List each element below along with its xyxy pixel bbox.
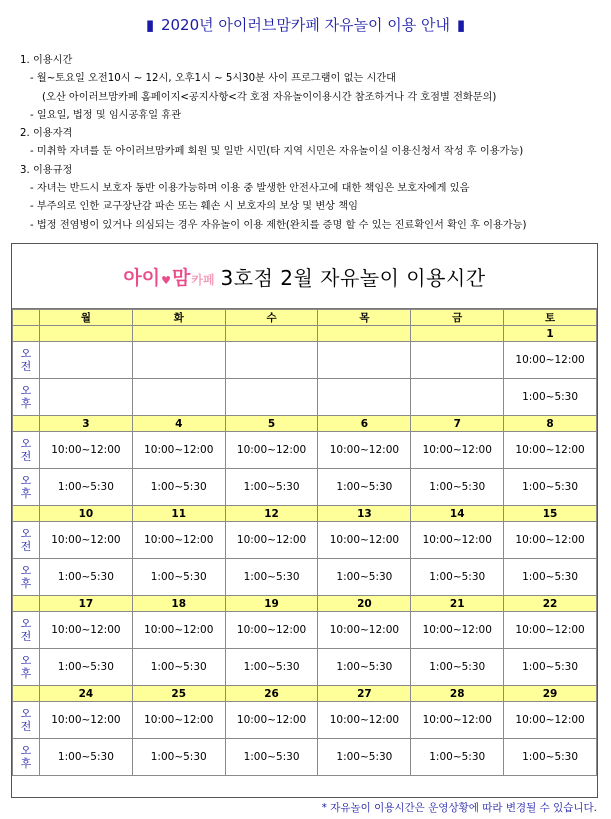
- pm-row: [13, 739, 597, 776]
- am-time-cell: 10:00~12:00: [504, 432, 597, 469]
- date-cell: 8: [504, 416, 597, 432]
- date-cell: 6: [318, 416, 411, 432]
- am-time-cell: 10:00~12:00: [504, 702, 597, 739]
- date-row-side: [13, 326, 40, 342]
- date-cell: 22: [504, 596, 597, 612]
- am-time-cell: 10:00~12:00: [132, 432, 225, 469]
- am-time-cell: 10:00~12:00: [318, 522, 411, 559]
- date-row: [13, 416, 597, 432]
- date-row: [13, 686, 597, 702]
- am-time-cell: 10:00~12:00: [225, 432, 318, 469]
- am-row: [13, 342, 597, 379]
- pm-label: 오 후: [13, 649, 40, 686]
- date-cell: 29: [504, 686, 597, 702]
- pm-time-cell: 1:00~5:30: [318, 559, 411, 596]
- pm-label: 오 후: [13, 559, 40, 596]
- pm-time-cell: 1:00~5:30: [40, 739, 133, 776]
- pm-time-cell: [411, 379, 504, 416]
- date-cell: 27: [318, 686, 411, 702]
- am-time-cell: 10:00~12:00: [132, 522, 225, 559]
- weekday-header: 월: [40, 310, 133, 326]
- pm-time-cell: 1:00~5:30: [504, 379, 597, 416]
- pm-time-cell: 1:00~5:30: [411, 469, 504, 506]
- pm-time-cell: [318, 379, 411, 416]
- pm-label: 오 후: [13, 469, 40, 506]
- pm-row: [13, 379, 597, 416]
- date-cell: 7: [411, 416, 504, 432]
- pm-time-cell: 1:00~5:30: [225, 649, 318, 686]
- am-label: 오 전: [13, 522, 40, 559]
- date-cell: 13: [318, 506, 411, 522]
- am-time-cell: 10:00~12:00: [132, 612, 225, 649]
- am-time-cell: [318, 342, 411, 379]
- am-time-cell: 10:00~12:00: [225, 702, 318, 739]
- pm-time-cell: 1:00~5:30: [132, 739, 225, 776]
- am-time-cell: 10:00~12:00: [411, 702, 504, 739]
- pm-time-cell: 1:00~5:30: [504, 469, 597, 506]
- am-time-cell: [411, 342, 504, 379]
- page-title: [0, 14, 611, 35]
- notice-line: - 자녀는 반드시 보호자 동반 이용가능하며 이용 중 발생한 안전사고에 대한 책임은 보호자에게 있음: [30, 183, 470, 195]
- logo-text-c: 카페: [191, 272, 215, 287]
- am-time-cell: 10:00~12:00: [40, 522, 133, 559]
- weekday-header: 화: [132, 310, 225, 326]
- date-cell: [411, 326, 504, 342]
- date-row-side: [13, 686, 40, 702]
- am-time-cell: 10:00~12:00: [504, 342, 597, 379]
- am-time-cell: 10:00~12:00: [411, 612, 504, 649]
- notice-line: - 일요일, 법정 및 임시공휴일 휴관: [30, 109, 182, 121]
- pm-time-cell: 1:00~5:30: [504, 649, 597, 686]
- cafe-logo: [123, 263, 214, 290]
- pm-label: 오 후: [13, 379, 40, 416]
- pm-time-cell: 1:00~5:30: [318, 739, 411, 776]
- am-label: 오 전: [13, 612, 40, 649]
- pm-time-cell: 1:00~5:30: [225, 739, 318, 776]
- weekday-header: 금: [411, 310, 504, 326]
- pm-time-cell: 1:00~5:30: [504, 739, 597, 776]
- am-time-cell: 10:00~12:00: [318, 612, 411, 649]
- date-cell: 19: [225, 596, 318, 612]
- pm-time-cell: 1:00~5:30: [411, 739, 504, 776]
- am-time-cell: 10:00~12:00: [132, 702, 225, 739]
- date-cell: 28: [411, 686, 504, 702]
- notice-line: (오산 아이러브맘카페 홈페이지<공지사항<각 호점 자유놀이이용시간 참조하거나 각 호점별 전화문의): [42, 91, 497, 103]
- date-cell: 25: [132, 686, 225, 702]
- logo-text-b: 맘: [172, 266, 191, 289]
- pm-row: [13, 649, 597, 686]
- pm-time-cell: 1:00~5:30: [132, 649, 225, 686]
- pm-time-cell: [132, 379, 225, 416]
- am-time-cell: 10:00~12:00: [411, 432, 504, 469]
- usage-notice: [20, 52, 600, 235]
- date-cell: 20: [318, 596, 411, 612]
- am-row: [13, 522, 597, 559]
- am-time-cell: 10:00~12:00: [225, 612, 318, 649]
- date-cell: 14: [411, 506, 504, 522]
- notice-line: 2. 이용자격: [20, 128, 73, 140]
- am-row: [13, 612, 597, 649]
- pm-time-cell: 1:00~5:30: [318, 469, 411, 506]
- date-cell: 11: [132, 506, 225, 522]
- date-row-side: [13, 416, 40, 432]
- am-time-cell: [132, 342, 225, 379]
- date-row: [13, 326, 597, 342]
- am-time-cell: 10:00~12:00: [504, 612, 597, 649]
- date-row-side: [13, 596, 40, 612]
- date-cell: 26: [225, 686, 318, 702]
- schedule-table: [12, 309, 597, 776]
- notice-line: - 부주의로 인한 교구장난감 파손 또는 훼손 시 보호자의 보상 및 변상 책임: [30, 201, 358, 213]
- corner-cell: [13, 310, 40, 326]
- heart-icon: ♥: [161, 273, 171, 287]
- am-time-cell: 10:00~12:00: [40, 432, 133, 469]
- date-cell: 4: [132, 416, 225, 432]
- title-bar-right: ▮: [456, 16, 466, 34]
- pm-time-cell: [225, 379, 318, 416]
- weekday-header: 목: [318, 310, 411, 326]
- pm-time-cell: 1:00~5:30: [504, 559, 597, 596]
- date-cell: [40, 326, 133, 342]
- date-cell: 12: [225, 506, 318, 522]
- date-cell: [318, 326, 411, 342]
- footnote: * 자유놀이 이용시간은 운영상황에 따라 변경될 수 있습니다.: [321, 802, 597, 814]
- schedule-header: [12, 244, 597, 309]
- date-cell: 24: [40, 686, 133, 702]
- notice-line: - 미취학 자녀를 둔 아이러브맘카페 회원 및 일반 시민(타 지역 시민은 자유놀이실 이용신청서 작성 후 이용가능): [30, 146, 524, 158]
- date-cell: 21: [411, 596, 504, 612]
- pm-time-cell: 1:00~5:30: [225, 469, 318, 506]
- date-cell: 17: [40, 596, 133, 612]
- pm-time-cell: 1:00~5:30: [132, 559, 225, 596]
- am-time-cell: 10:00~12:00: [225, 522, 318, 559]
- am-label: 오 전: [13, 702, 40, 739]
- pm-time-cell: 1:00~5:30: [411, 559, 504, 596]
- notice-line: 3. 이용규정: [20, 164, 73, 176]
- pm-time-cell: 1:00~5:30: [225, 559, 318, 596]
- am-label: 오 전: [13, 342, 40, 379]
- schedule-panel: [11, 243, 598, 798]
- pm-time-cell: 1:00~5:30: [132, 469, 225, 506]
- weekday-header: 토: [504, 310, 597, 326]
- date-cell: 10: [40, 506, 133, 522]
- schedule-title: 3호점 2월 자유놀이 이용시간: [220, 265, 486, 290]
- pm-time-cell: 1:00~5:30: [411, 649, 504, 686]
- date-cell: 3: [40, 416, 133, 432]
- date-cell: 5: [225, 416, 318, 432]
- pm-time-cell: 1:00~5:30: [40, 559, 133, 596]
- am-time-cell: 10:00~12:00: [318, 702, 411, 739]
- date-row: [13, 596, 597, 612]
- pm-time-cell: 1:00~5:30: [40, 469, 133, 506]
- am-time-cell: 10:00~12:00: [40, 612, 133, 649]
- date-cell: 15: [504, 506, 597, 522]
- date-cell: [132, 326, 225, 342]
- date-row-side: [13, 506, 40, 522]
- date-cell: 18: [132, 596, 225, 612]
- notice-line: - 법정 전염병이 있거나 의심되는 경우 자유놀이 이용 제한(완치를 증명 할 수 있는 진료확인서 확인 후 이용가능): [30, 219, 527, 231]
- am-row: [13, 432, 597, 469]
- title-text: 2020년 아이러브맘카페 자유놀이 이용 안내: [160, 16, 451, 34]
- pm-row: [13, 559, 597, 596]
- notice-line: - 월~토요일 오전10시 ~ 12시, 오후1시 ~ 5시30분 사이 프로그램이 없는 시간대: [30, 73, 397, 85]
- am-time-cell: [40, 342, 133, 379]
- am-label: 오 전: [13, 432, 40, 469]
- am-time-cell: 10:00~12:00: [318, 432, 411, 469]
- weekday-header: 수: [225, 310, 318, 326]
- am-time-cell: [225, 342, 318, 379]
- pm-time-cell: [40, 379, 133, 416]
- pm-row: [13, 469, 597, 506]
- logo-text-a: 아이: [123, 266, 161, 289]
- notice-line: 1. 이용시간: [20, 55, 73, 66]
- am-time-cell: 10:00~12:00: [40, 702, 133, 739]
- weekday-header-row: [13, 310, 597, 326]
- pm-time-cell: 1:00~5:30: [318, 649, 411, 686]
- pm-label: 오 후: [13, 739, 40, 776]
- am-time-cell: 10:00~12:00: [504, 522, 597, 559]
- am-row: [13, 702, 597, 739]
- date-row: [13, 506, 597, 522]
- date-cell: 1: [504, 326, 597, 342]
- pm-time-cell: 1:00~5:30: [40, 649, 133, 686]
- am-time-cell: 10:00~12:00: [411, 522, 504, 559]
- title-bar-left: ▮: [145, 16, 155, 34]
- date-cell: [225, 326, 318, 342]
